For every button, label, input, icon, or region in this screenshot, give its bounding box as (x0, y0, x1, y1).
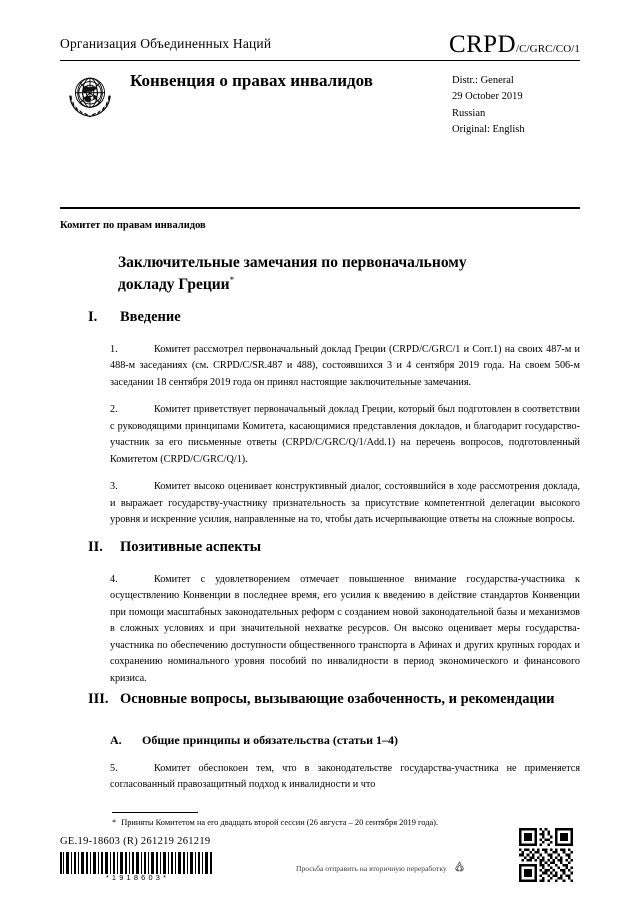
paragraph-number-4: 4. (110, 573, 118, 585)
header-divider-bottom (60, 207, 580, 209)
distribution-type: Distr.: General (452, 75, 514, 86)
footnote (112, 817, 532, 829)
paragraph-text-2: Комитет приветствует первоначальный доклад Греции, который был подготовлен в соответствии с руководящими принципами Комитета, касающимися представления докладов, и благодарит государство-участник за его письменные ответы (CRPD/C/GRC/Q/1/Add.1) на перечень вопросов, подготовленный Комитетом (CRPD/C/GRC/Q/1). (110, 404, 580, 465)
paragraph-3 (110, 479, 580, 529)
section-number-ii: II. (88, 539, 103, 555)
paragraph-text-1: Комитет рассмотрел первоначальный доклад Греции (CRPD/C/GRC/1 и Corr.1) на своих 487-м и 488-м заседаниях (см. CRPD/C/SR.487 и 488), состоявшихся 3 и 4 сентября 2019 года. На своем 506-м заседании 18 сентября 2019 года он принял настоящие заключительные замечания. (110, 343, 580, 388)
document-symbol-main: CRPD (449, 31, 516, 58)
paragraph-number-1: 1. (110, 343, 118, 355)
convention-title: Конвенция о правах инвалидов (130, 71, 373, 90)
distribution-date: 29 October 2019 (452, 91, 523, 103)
section-heading-ii (88, 538, 580, 558)
distribution-language: Russian (452, 107, 486, 119)
job-number: GE.19-18603 (R) 261219 261219 (60, 836, 211, 847)
recycling-symbol-icon (453, 860, 466, 875)
footnote-separator (112, 812, 198, 813)
committee-name: Комитет по правам инвалидов (60, 220, 206, 231)
paragraph-number-2: 2. (110, 404, 118, 416)
subsection-heading-a (110, 732, 580, 748)
un-emblem (62, 67, 118, 123)
paragraph-2 (110, 402, 580, 468)
document-symbol-suffix: /C/GRC/CO/1 (515, 43, 580, 55)
page-title (118, 252, 518, 296)
organization-name: Организация Объединенных Наций (60, 36, 272, 51)
paragraph-4 (110, 572, 580, 688)
paragraph-number-5: 5. (110, 762, 118, 774)
barcode (60, 852, 215, 874)
footnote-marker: * (112, 818, 117, 827)
paragraph-1 (110, 342, 580, 392)
section-heading-i (88, 308, 580, 328)
subsection-letter-a: A. (110, 732, 122, 747)
section-main-concerns (88, 690, 580, 794)
section-heading-iii (88, 690, 580, 710)
barcode-digits: *1918603* (105, 873, 170, 882)
distribution-original: Original: English (452, 123, 525, 135)
paragraph-text-5: Комитет обеспокоен тем, что в законодательстве государства-участника не применяется согласованный правозащитный подход к инвалидности и что (110, 762, 580, 791)
section-positive-aspects (88, 538, 580, 687)
section-introduction (88, 308, 580, 529)
section-number-iii: III. (88, 691, 109, 707)
masthead (60, 31, 580, 58)
section-title-i: Введение (120, 309, 181, 325)
subsection-title-a: Общие принципы и обязательства (статьи 1–4) (142, 732, 399, 747)
paragraph-5 (110, 761, 580, 794)
recycle-notice (296, 860, 466, 875)
recycle-notice-text: Просьба отправить на вторичную переработку (296, 864, 447, 873)
header-divider-top (60, 60, 580, 61)
qr-code (519, 828, 573, 882)
paragraph-text-4: Комитет с удовлетворением отмечает повышенное внимание государства-участника к осуществлению Конвенции в последнее время, его усилия к введению в действие стандартов Конвенции при помощи масштабных законодательных реформ с созданием новой законодательной базы и механизмов в сложных условиях и при значительной нехватке ресурсов. Он высоко оценивает меры государства-участника по обеспечению доступности общественного транспорта в Афинах и других крупных городах и сохранению номинального уровня пособий по инвалидности в период экономического и финансового кризиса. (110, 573, 580, 684)
footnote-text: Приняты Комитетом на его двадцать второй сессии (26 августа – 20 сентября 2019 года). (121, 818, 439, 827)
page-title-text: Заключительные замечания по первоначальному докладу Греции (118, 254, 467, 294)
document-symbol (449, 31, 580, 59)
section-number-i: I. (88, 309, 98, 325)
distribution-block (452, 73, 525, 138)
paragraph-text-3: Комитет высоко оценивает конструктивный диалог, состоявшийся в ходе рассмотрения доклада, и выражает государству-участнику признательность за присутствие компетентной делегации высокого уровня и искренние усилия, направленные на то, чтобы дать исчерпывающие ответы на сложные вопросы. (110, 481, 580, 526)
section-title-ii: Позитивные аспекты (120, 539, 262, 555)
section-title-iii: Основные вопросы, вызывающие озабоченность, и рекомендации (120, 691, 555, 707)
paragraph-number-3: 3. (110, 481, 118, 493)
title-footnote-marker: * (229, 275, 235, 285)
